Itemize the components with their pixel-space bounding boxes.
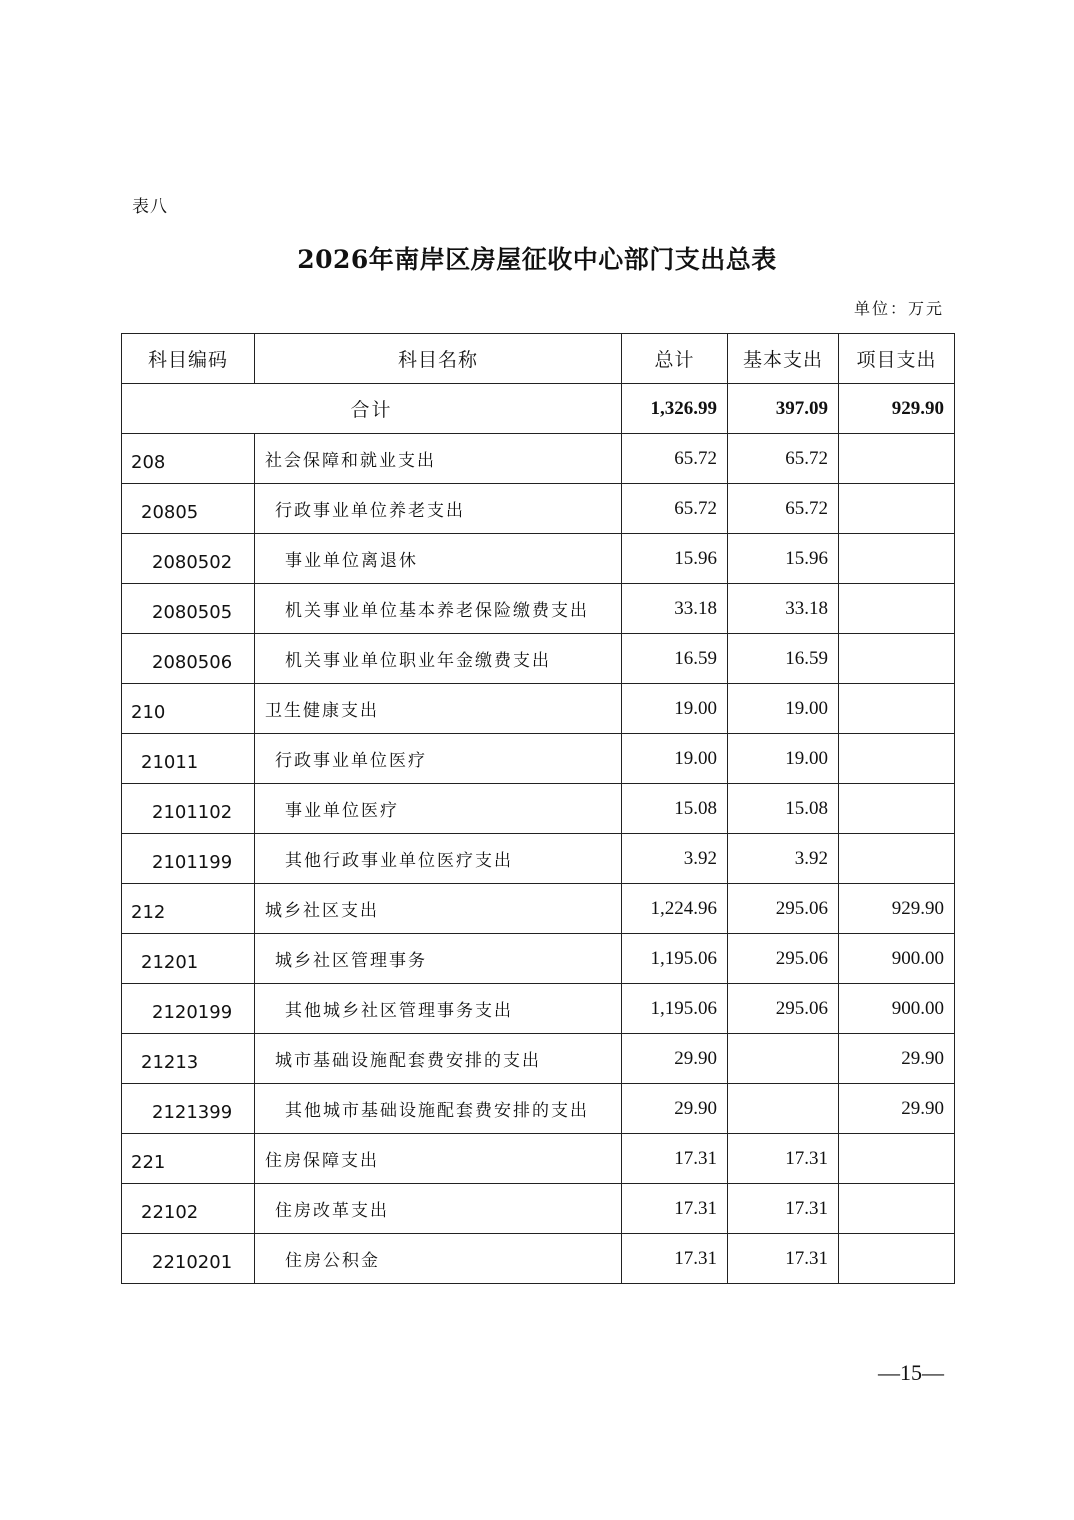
cell-total: 16.59 (622, 634, 728, 684)
cell-code: 208 (122, 434, 255, 484)
cell-name: 机关事业单位基本养老保险缴费支出 (255, 584, 622, 634)
cell-name: 卫生健康支出 (255, 684, 622, 734)
cell-name: 事业单位离退休 (255, 534, 622, 584)
table-row (122, 434, 955, 484)
table-number-label: 表八 (132, 197, 168, 217)
cell-basic: 17.31 (728, 1134, 839, 1184)
cell-name: 行政事业单位医疗 (255, 734, 622, 784)
cell-project (839, 584, 955, 634)
cell-total: 17.31 (622, 1134, 728, 1184)
cell-basic: 15.96 (728, 534, 839, 584)
table-row (122, 684, 955, 734)
cell-name: 城乡社区管理事务 (255, 934, 622, 984)
table-row (122, 534, 955, 584)
cell-code: 2120199 (122, 984, 255, 1034)
cell-total: 15.96 (622, 534, 728, 584)
table-body (122, 384, 955, 1284)
cell-name: 其他城市基础设施配套费安排的支出 (255, 1084, 622, 1134)
table-row (122, 734, 955, 784)
table-row (122, 634, 955, 684)
table-row (122, 1134, 955, 1184)
cell-code: 21213 (122, 1034, 255, 1084)
cell-total: 15.08 (622, 784, 728, 834)
cell-code: 221 (122, 1134, 255, 1184)
cell-project (839, 784, 955, 834)
cell-code: 210 (122, 684, 255, 734)
cell-project (839, 484, 955, 534)
cell-total: 1,224.96 (622, 884, 728, 934)
cell-project (839, 834, 955, 884)
table-row (122, 1034, 955, 1084)
cell-name: 事业单位医疗 (255, 784, 622, 834)
cell-project (839, 634, 955, 684)
cell-code: 2210201 (122, 1234, 255, 1284)
cell-project: 29.90 (839, 1034, 955, 1084)
cell-basic: 295.06 (728, 884, 839, 934)
cell-total: 33.18 (622, 584, 728, 634)
cell-basic: 295.06 (728, 984, 839, 1034)
summary-row (122, 384, 955, 434)
table-row (122, 834, 955, 884)
cell-code: 2080502 (122, 534, 255, 584)
cell-total: 65.72 (622, 484, 728, 534)
header-name: 科目名称 (255, 334, 622, 384)
header-basic: 基本支出 (728, 334, 839, 384)
cell-name: 住房保障支出 (255, 1134, 622, 1184)
cell-total: 17.31 (622, 1234, 728, 1284)
table-row (122, 784, 955, 834)
cell-code: 22102 (122, 1184, 255, 1234)
cell-basic: 19.00 (728, 734, 839, 784)
table-header-row (122, 334, 955, 384)
table-row (122, 934, 955, 984)
cell-basic: 3.92 (728, 834, 839, 884)
summary-total: 1,326.99 (622, 384, 728, 434)
cell-name: 行政事业单位养老支出 (255, 484, 622, 534)
cell-total: 3.92 (622, 834, 728, 884)
cell-project (839, 534, 955, 584)
page-number: —15— (878, 1360, 944, 1385)
cell-code: 21201 (122, 934, 255, 984)
cell-code: 2121399 (122, 1084, 255, 1134)
cell-basic: 65.72 (728, 434, 839, 484)
table-row (122, 1234, 955, 1284)
cell-code: 2101199 (122, 834, 255, 884)
cell-name: 其他行政事业单位医疗支出 (255, 834, 622, 884)
cell-project (839, 684, 955, 734)
cell-project: 929.90 (839, 884, 955, 934)
cell-basic: 33.18 (728, 584, 839, 634)
cell-project: 900.00 (839, 984, 955, 1034)
cell-project (839, 734, 955, 784)
header-code: 科目编码 (122, 334, 255, 384)
table-row (122, 484, 955, 534)
cell-total: 1,195.06 (622, 934, 728, 984)
cell-total: 29.90 (622, 1084, 728, 1134)
cell-basic: 17.31 (728, 1234, 839, 1284)
cell-basic: 16.59 (728, 634, 839, 684)
cell-total: 19.00 (622, 684, 728, 734)
cell-project (839, 1184, 955, 1234)
header-total: 总计 (622, 334, 728, 384)
cell-name: 住房公积金 (255, 1234, 622, 1284)
cell-basic: 19.00 (728, 684, 839, 734)
table-row (122, 1084, 955, 1134)
summary-label: 合计 (122, 384, 622, 434)
cell-project (839, 1134, 955, 1184)
cell-basic (728, 1084, 839, 1134)
cell-name: 社会保障和就业支出 (255, 434, 622, 484)
cell-basic: 17.31 (728, 1184, 839, 1234)
cell-total: 1,195.06 (622, 984, 728, 1034)
cell-code: 20805 (122, 484, 255, 534)
summary-basic: 397.09 (728, 384, 839, 434)
cell-name: 城市基础设施配套费安排的支出 (255, 1034, 622, 1084)
cell-basic: 295.06 (728, 934, 839, 984)
cell-code: 2080505 (122, 584, 255, 634)
cell-project: 900.00 (839, 934, 955, 984)
table-row (122, 884, 955, 934)
cell-project (839, 1234, 955, 1284)
cell-basic: 65.72 (728, 484, 839, 534)
cell-code: 212 (122, 884, 255, 934)
cell-code: 21011 (122, 734, 255, 784)
cell-project: 29.90 (839, 1084, 955, 1134)
cell-name: 城乡社区支出 (255, 884, 622, 934)
expense-summary-table (121, 333, 955, 1284)
table-row (122, 584, 955, 634)
cell-code: 2080506 (122, 634, 255, 684)
cell-name: 其他城乡社区管理事务支出 (255, 984, 622, 1034)
summary-project: 929.90 (839, 384, 955, 434)
cell-basic (728, 1034, 839, 1084)
header-project: 项目支出 (839, 334, 955, 384)
cell-project (839, 434, 955, 484)
unit-label: 单位：万元 (853, 299, 944, 318)
cell-basic: 15.08 (728, 784, 839, 834)
cell-name: 住房改革支出 (255, 1184, 622, 1234)
cell-total: 19.00 (622, 734, 728, 784)
table-row (122, 984, 955, 1034)
cell-total: 29.90 (622, 1034, 728, 1084)
table-row (122, 1184, 955, 1234)
cell-total: 65.72 (622, 434, 728, 484)
page-title: 2026年南岸区房屋征收中心部门支出总表 (297, 245, 777, 274)
cell-code: 2101102 (122, 784, 255, 834)
cell-name: 机关事业单位职业年金缴费支出 (255, 634, 622, 684)
cell-total: 17.31 (622, 1184, 728, 1234)
